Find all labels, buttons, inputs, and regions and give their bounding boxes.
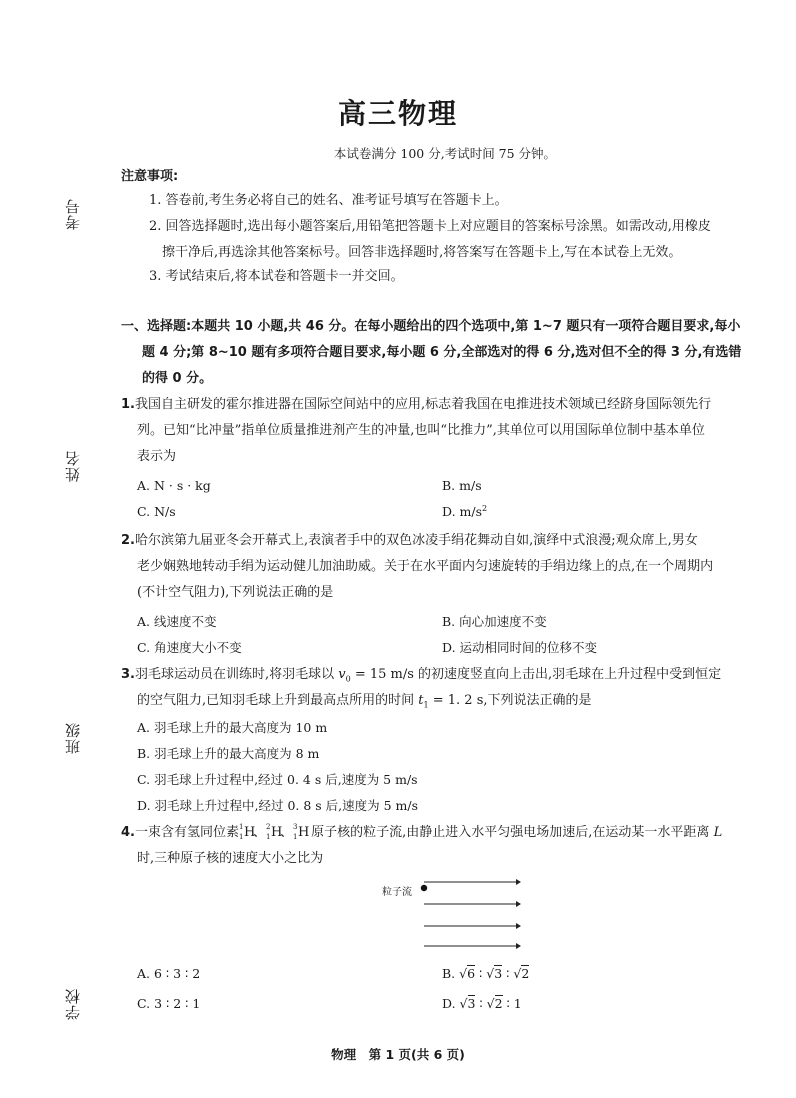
sqrt-term: √2: [513, 966, 530, 981]
sidebar-exam-number: 考号: [64, 198, 82, 230]
option-d: D. 运动相同时间的位移不变: [442, 640, 598, 655]
option-prefix: D.: [442, 996, 460, 1011]
arrow-head: [516, 901, 521, 907]
question-text: 一束含有氢同位素: [134, 825, 239, 840]
question-text: 的空气阻力,已知羽毛球上升到最高点所用的时间: [137, 693, 419, 708]
option-c: C. 3 ∶ 2 ∶ 1: [137, 996, 201, 1011]
option-a: A. 6 ∶ 3 ∶ 2: [137, 966, 201, 981]
atomic-number: 1: [239, 833, 244, 841]
question-number: 4.: [121, 825, 135, 840]
note-item: 1. 答卷前,考生务必将自己的姓名、准考证号填写在答题卡上。: [149, 193, 508, 208]
note-item: 擦干净后,再选涂其他答案标号。回答非选择题时,将答案写在答题卡上,写在本试卷上无效。: [162, 245, 682, 260]
radicand: 3: [494, 966, 503, 981]
symbol-l: L: [713, 825, 723, 840]
page-footer: 物理 第 1 页(共 6 页): [331, 1047, 465, 1062]
sidebar-school: 学校: [64, 988, 82, 1020]
ratio-separator: ∶: [475, 996, 487, 1011]
section-heading-line: 的得 0 分。: [142, 371, 213, 386]
question-2-line: (不计空气阻力),下列说法正确的是: [137, 585, 334, 600]
atomic-number: 1: [293, 833, 298, 841]
isotope-h3: [293, 820, 310, 846]
option-b: B. 羽毛球上升的最大高度为 8 m: [137, 746, 320, 761]
question-1-line: 表示为: [137, 449, 177, 464]
isotope-h2: [266, 820, 283, 846]
question-4-line: 4.一束含有氢同位素 1 1 H、 2 1 H、 3 1 H 原子核的粒子流,由静止进入水平匀强电场加速后,在运动某一水平距离 L: [121, 820, 722, 846]
page-subtitle: 本试卷满分 100 分,考试时间 75 分钟。: [333, 146, 557, 161]
sqrt-term: √3: [459, 996, 476, 1011]
option-d-text: D. m/s: [442, 504, 483, 520]
arrow-head: [516, 879, 521, 885]
sidebar-class: 班级: [64, 722, 82, 754]
note-item: 2. 回答选择题时,选出每小题答案后,用铅笔把答题卡上对应题目的答案标号涂黑。如需改动,用橡皮: [149, 219, 711, 234]
option-b: B. m/s: [442, 478, 482, 493]
question-number: 1.: [121, 397, 135, 412]
question-text: 羽毛球运动员在训练时,将羽毛球以: [134, 667, 339, 682]
sqrt-term: √6: [459, 966, 476, 981]
ratio-separator: ∶: [475, 966, 487, 981]
mass-number: 3: [293, 823, 298, 831]
arrow-head: [516, 923, 521, 929]
sidebar-name: 姓名: [64, 450, 82, 482]
symbol-t: t: [418, 693, 424, 708]
sqrt-term: √2: [486, 996, 503, 1011]
option-b: B. 向心加速度不变: [442, 614, 547, 629]
isotope-h1: [239, 820, 256, 846]
mass-number: 1: [239, 823, 244, 831]
radicand: 2: [521, 966, 530, 981]
question-number: 3.: [121, 667, 135, 682]
mass-number: 2: [266, 823, 271, 831]
subscript: 1: [423, 700, 429, 710]
subscript: 0: [345, 674, 351, 684]
option-d: [442, 996, 522, 1011]
option-a: A. N · s · kg: [137, 478, 211, 493]
element-symbol: H: [298, 825, 310, 840]
particle-source-dot: [421, 885, 427, 891]
option-a: A. 羽毛球上升的最大高度为 10 m: [137, 720, 328, 735]
symbol-v: v: [338, 667, 346, 682]
option-c: C. N/s: [137, 504, 176, 519]
option-prefix: B.: [442, 966, 460, 981]
atomic-number: 1: [266, 833, 271, 841]
section-heading-line: 一、选择题:本题共 10 小题,共 46 分。在每小题给出的四个选项中,第 1~7 题只有一项符合题目要求,每小: [121, 319, 741, 334]
question-4-line: 时,三种原子核的速度大小之比为: [137, 851, 324, 866]
arrow-head: [516, 943, 521, 949]
question-1-line: [121, 392, 711, 418]
option-a: A. 线速度不变: [137, 614, 217, 629]
question-number: 2.: [121, 533, 135, 548]
notes-heading: 注意事项:: [121, 169, 179, 184]
question-2-line: 老少娴熟地转动手绢为运动健儿加油助威。关于在水平面内匀速旋转的手绢边缘上的点,在一个周期内: [137, 559, 714, 574]
ratio-value: 1: [513, 996, 522, 1011]
section-heading-line: 题 4 分;第 8~10 题有多项符合题目要求,每小题 6 分,全部选对的得 6 分,选对但不全的得 3 分,有选错: [142, 345, 742, 360]
option-c: C. 角速度大小不变: [137, 640, 242, 655]
page-title: 高三物理: [337, 97, 458, 130]
option-b: [442, 966, 529, 981]
electric-field-figure: [380, 876, 525, 956]
superscript: 2: [482, 504, 488, 513]
element-symbol: H: [244, 825, 256, 840]
question-text: 原子核的粒子流,由静止进入水平匀强电场加速后,在运动某一水平距离: [307, 825, 714, 840]
question-text: 哈尔滨第九届亚冬会开幕式上,表演者手中的双色冰凌手绢花舞动自如,演绎中式浪漫;观众席上,男女: [134, 533, 698, 548]
question-1-line: 列。已知“比冲量”指单位质量推进剂产生的冲量,也叫“比推力”,其单位可以用国际单位制中基本单位: [137, 423, 705, 438]
question-text: 我国自主研发的霍尔推进器在国际空间站中的应用,标志着我国在电推进技术领域已经跻身国际领先行: [134, 397, 712, 412]
option-d: [442, 504, 487, 519]
option-c: C. 羽毛球上升过程中,经过 0. 4 s 后,速度为 5 m/s: [137, 772, 418, 787]
ratio-separator: ∶: [502, 996, 514, 1011]
note-item: 3. 考试结束后,将本试卷和答题卡一并交回。: [149, 269, 404, 284]
question-text: = 1. 2 s,下列说法正确的是: [428, 693, 592, 708]
ratio-separator: ∶: [502, 966, 514, 981]
element-symbol: H: [271, 825, 283, 840]
radicand: 2: [494, 996, 503, 1011]
figure-label: 粒子流: [382, 887, 412, 898]
question-text: = 15 m/s 的初速度竖直向上击出,羽毛球在上升过程中受到恒定: [350, 667, 722, 682]
option-d: D. 羽毛球上升过程中,经过 0. 8 s 后,速度为 5 m/s: [137, 798, 419, 813]
radicand: 3: [467, 996, 476, 1011]
sqrt-term: √3: [486, 966, 503, 981]
radicand: 6: [467, 966, 476, 981]
question-3-line: [137, 688, 592, 719]
question-2-line: [121, 528, 698, 554]
